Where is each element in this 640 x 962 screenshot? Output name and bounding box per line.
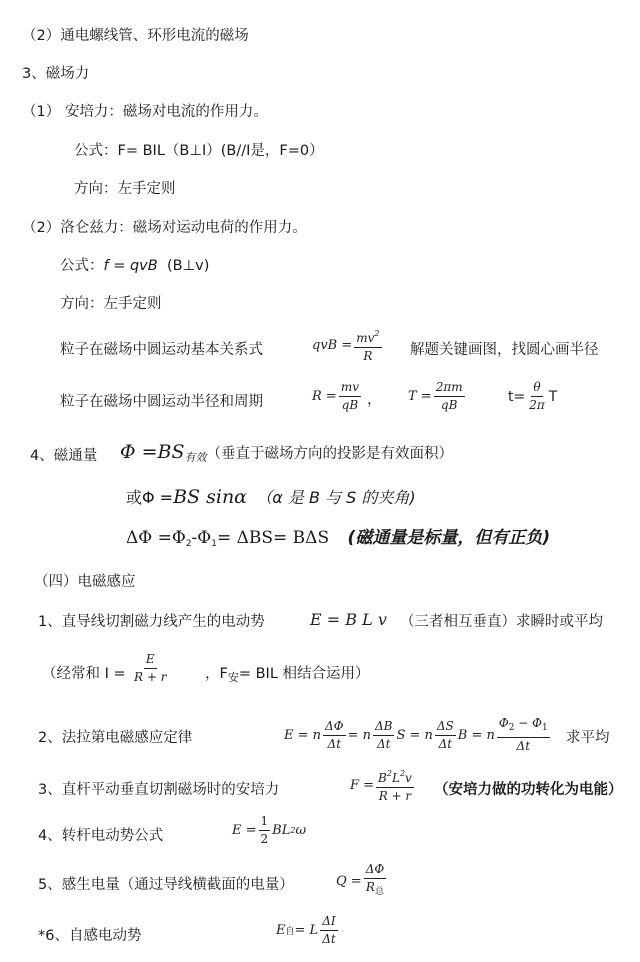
flux-formula: $\Phi =BS_{有效}$（垂直于磁场方向的投影是有效面积）: [120, 441, 454, 464]
circular-motion-note: 解题关键画图，找圆心画半径: [410, 342, 599, 358]
radius-formula: R = mv qB: [312, 380, 359, 412]
heading-lorentz-force: （2）洛仑兹力：磁场对运动电荷的作用力。: [22, 220, 307, 236]
lorentz-direction: 方向：左手定则: [60, 296, 162, 312]
heading-magnetic-force: 3、磁场力: [22, 66, 90, 82]
induced-charge-label: 5、感生电量（通过导线横截面的电量）: [38, 877, 294, 893]
heading-induction: （四）电磁感应: [34, 574, 136, 590]
ampere-direction: 方向：左手定则: [74, 181, 176, 197]
ohm-combine-pre: （经常和 I =: [42, 666, 126, 682]
heading-ampere-force: （1） 安培力：磁场对电流的作用力。: [22, 104, 268, 120]
ampere-rod-formula: F = $B^2L^2v$ R + r: [350, 766, 416, 804]
heading-flux: 4、磁通量: [30, 448, 98, 464]
self-induction-formula: E 自 = L ΔI Δt: [276, 914, 336, 946]
motional-emf-note: （三者相互垂直）求瞬时或平均: [400, 614, 603, 630]
radius-period-label: 粒子在磁场中圆运动半径和周期: [60, 394, 263, 410]
motional-emf-formula: E = B L v: [310, 610, 387, 629]
rotating-rod-label: 4、转杆电动势公式: [38, 828, 164, 844]
period-formula: T = 2πm qB: [408, 380, 463, 412]
ampere-formula: 公式：F= BIL（B⊥I）(B//I是，F=0）: [74, 143, 324, 159]
heading-solenoid: （2）通电螺线管、环形电流的磁场: [22, 28, 249, 44]
induced-charge-formula: Q = ΔΦ $R_总$: [336, 862, 385, 897]
ampere-rod-label: 3、直杆平动垂直切割磁场时的安培力: [38, 782, 280, 798]
circular-motion-label: 粒子在磁场中圆运动基本关系式: [60, 342, 263, 358]
circular-motion-formula: qvB = $mv^2$ R: [312, 326, 384, 364]
lorentz-formula: f = qvB: [103, 258, 158, 274]
rotating-rod-formula: E = 1 2 BL 2 ω: [232, 814, 307, 846]
comma: ，: [367, 392, 382, 408]
self-induction-label: *6、自感电动势: [38, 928, 142, 944]
ohm-formula: E R + r: [134, 652, 167, 684]
ampere-rod-note: （安培力做的功转化为电能）: [434, 782, 623, 798]
faraday-label: 2、法拉第电磁感应定律: [38, 730, 193, 746]
flux-sin-line: 或Φ =BS sinα （α 是 B 与 S 的夹角): [126, 486, 416, 508]
lorentz-formula-line: 公式：f = qvB (B⊥v): [60, 258, 210, 274]
faraday-formula: E = n ΔΦ Δt = n ΔB Δt S = n ΔS Δt B = n $\Phi_2 - \Phi_1$ Δt: [284, 716, 548, 753]
flux-change-line: $\Delta\Phi =\Phi_2-\Phi_1= \Delta BS= B\Delta S$ (磁通量是标量，但有正负): [126, 528, 551, 549]
faraday-note: 求平均: [566, 730, 610, 746]
motional-emf-label: 1、直导线切割磁力线产生的电动势: [38, 614, 265, 630]
ohm-combine-end: ，$F_安=$ BIL 相结合运用）: [205, 666, 370, 684]
time-formula: t= $\frac{\theta}{2\pi}$ T: [508, 380, 558, 412]
flux-scalar-note: (磁通量是标量，但有正负): [347, 528, 551, 548]
